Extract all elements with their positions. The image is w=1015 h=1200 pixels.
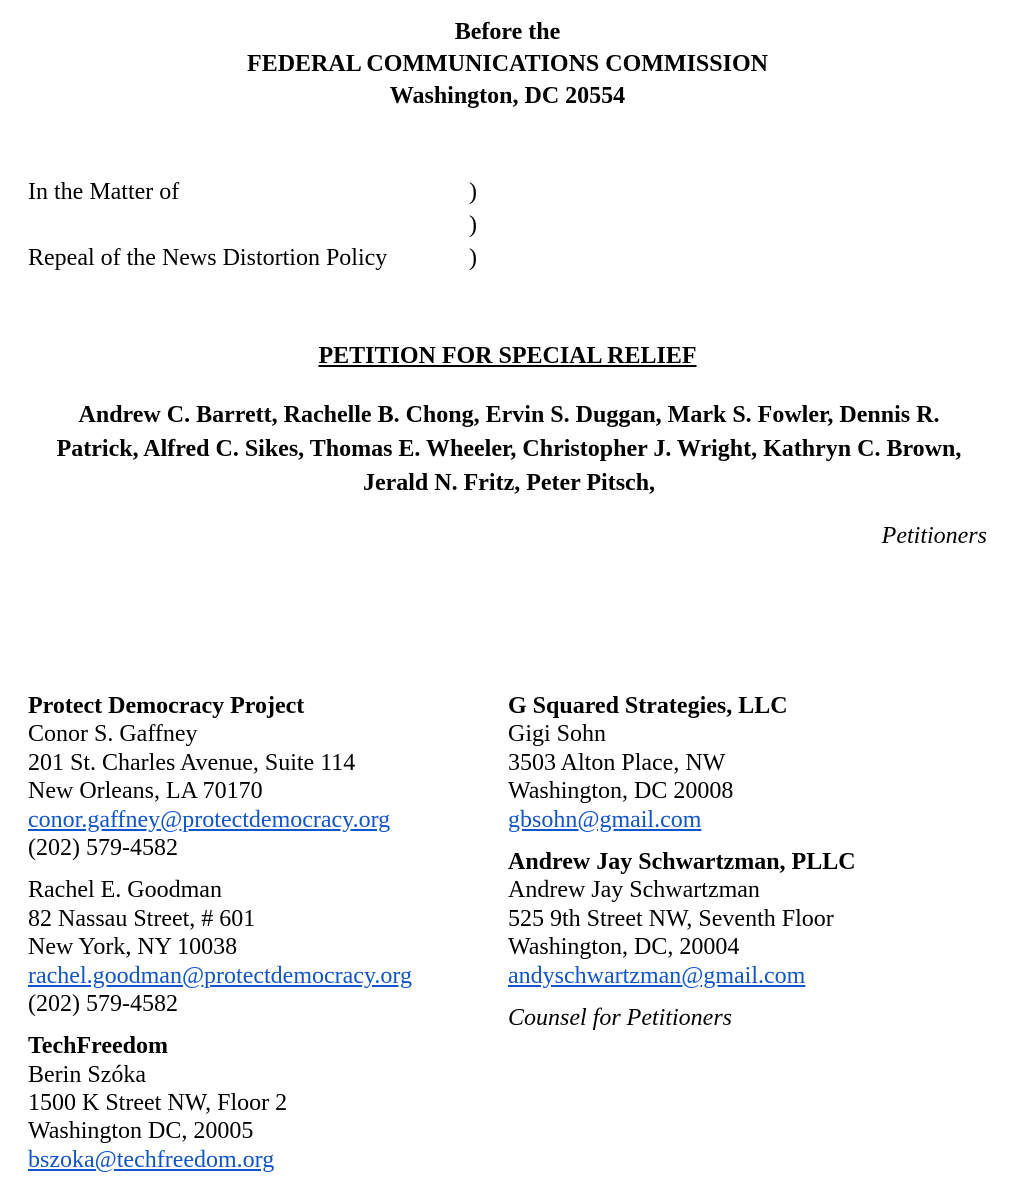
contact-address-2: New Orleans, LA 70170 — [28, 778, 263, 805]
header-agency-location: Washington, DC 20554 — [389, 83, 626, 109]
contact-goodman — [28, 876, 498, 1018]
contact-name: Andrew Jay Schwartzman — [508, 877, 760, 904]
org-name: G Squared Strategies, LLC — [508, 693, 788, 719]
case-caption — [28, 176, 387, 275]
contact-address-1: 82 Nassau Street, # 601 — [28, 905, 256, 932]
contact-address-1: 201 St. Charles Avenue, Suite 114 — [28, 749, 356, 776]
caption-in-the-matter: In the Matter of — [28, 179, 180, 205]
petitioners-line-3: Jerald N. Fritz, Peter Pitsch, — [362, 470, 656, 496]
contact-address-2: Washington DC, 20005 — [28, 1118, 254, 1145]
contact-schwartzman — [508, 848, 978, 990]
contact-phone: (202) 579-4582 — [28, 834, 178, 861]
contact-name: Berin Szóka — [28, 1061, 146, 1088]
contact-address-1: 1500 K Street NW, Floor 2 — [28, 1090, 288, 1117]
contact-techfreedom — [28, 1032, 498, 1174]
contact-address-2: Washington, DC, 20004 — [508, 934, 740, 961]
caption-paren-3: ) — [469, 245, 477, 271]
org-name: TechFreedom — [28, 1033, 168, 1060]
counsel-label: Counsel for Petitioners — [508, 1004, 732, 1031]
org-name: Protect Democracy Project — [28, 693, 305, 719]
caption-parentheses — [469, 176, 477, 275]
contact-protect-democracy — [28, 692, 498, 862]
contact-name: Conor S. Gaffney — [28, 721, 198, 748]
petition-title: PETITION FOR SPECIAL RELIEF — [318, 343, 697, 369]
petitioners-line-1: Andrew C. Barrett, Rachelle B. Chong, Ervin S. Duggan, Mark S. Fowler, Dennis R. — [78, 402, 940, 428]
header-agency-name: FEDERAL COMMUNICATIONS COMMISSION — [247, 51, 768, 77]
email-link[interactable]: rachel.goodman@protectdemocracy.org — [28, 962, 412, 989]
contact-g-squared — [508, 692, 978, 834]
email-link[interactable]: bszoka@techfreedom.org — [28, 1146, 275, 1173]
document-header — [0, 16, 1015, 112]
contact-name: Gigi Sohn — [508, 721, 607, 748]
petitioners-line-2: Patrick, Alfred C. Sikes, Thomas E. Wheeler, Christopher J. Wright, Kathryn C. Brown, — [56, 436, 962, 462]
contact-address-1: 525 9th Street NW, Seventh Floor — [508, 905, 834, 932]
org-name: Andrew Jay Schwartzman, PLLC — [508, 848, 856, 875]
contact-address-2: Washington, DC 20008 — [508, 778, 734, 805]
caption-subject: Repeal of the News Distortion Policy — [28, 245, 388, 271]
petitioners-label: Petitioners — [881, 523, 987, 549]
left-contact-column — [28, 692, 498, 1188]
caption-paren-1: ) — [469, 179, 477, 205]
right-contact-column — [508, 692, 978, 1032]
email-link[interactable]: gbsohn@gmail.com — [508, 806, 702, 833]
email-link[interactable]: conor.gaffney@protectdemocracy.org — [28, 806, 391, 833]
contact-address-2: New York, NY 10038 — [28, 934, 238, 961]
contact-address-1: 3503 Alton Place, NW — [508, 749, 726, 776]
petitioners-list — [28, 398, 990, 500]
contact-phone: (202) 579-4582 — [28, 990, 178, 1017]
caption-paren-2: ) — [469, 212, 477, 238]
header-before-the: Before the — [454, 19, 561, 45]
email-link[interactable]: andyschwartzman@gmail.com — [508, 962, 806, 989]
contact-name: Rachel E. Goodman — [28, 877, 222, 904]
caption-blank-line — [28, 209, 387, 242]
